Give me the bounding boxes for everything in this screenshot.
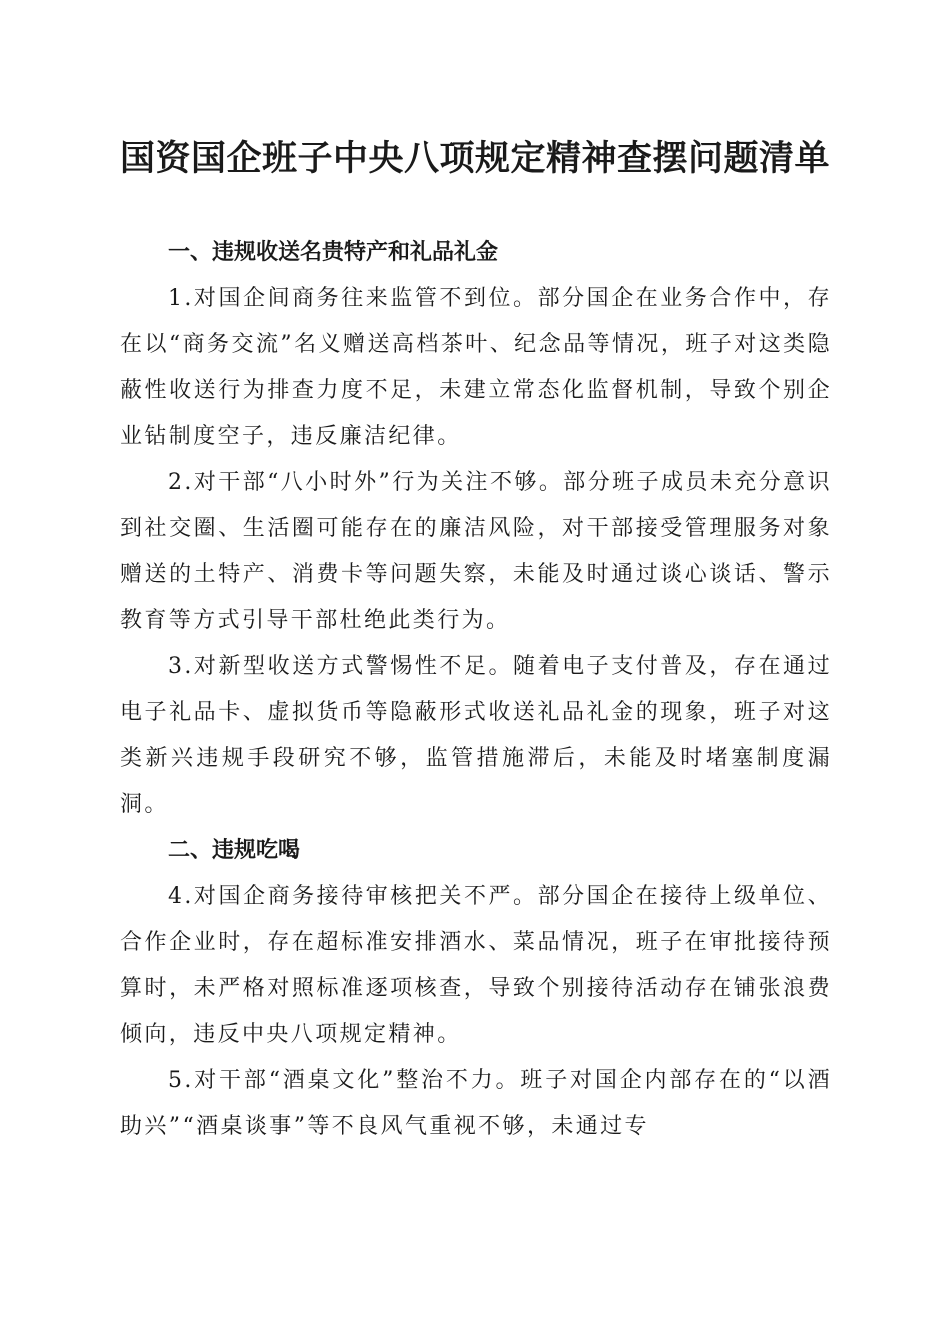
document-body (120, 230, 832, 1150)
paragraph-item-2: 2.对干部“八小时外”行为关注不够。部分班子成员未充分意识到社交圈、生活圈可能存在的廉洁风险，对干部接受管理服务对象赠送的土特产、消费卡等问题失察，未能及时通过谈心谈话、警示教育等方式引导干部杜绝此类行为。 (120, 470, 832, 633)
paragraph-item-3: 3.对新型收送方式警惕性不足。随着电子支付普及，存在通过电子礼品卡、虚拟货币等隐蔽形式收送礼品礼金的现象，班子对这类新兴违规手段研究不够，监管措施滞后，未能及时堵塞制度漏洞。 (120, 654, 832, 817)
paragraph-item-5: 5.对干部“酒桌文化”整治不力。班子对国企内部存在的“以酒助兴”“酒桌谈事”等不良风气重视不够，未通过专 (120, 1068, 832, 1139)
section-heading: 二、违规吃喝 (168, 838, 301, 863)
section-2 (120, 828, 832, 1150)
section-heading: 一、违规收送名贵特产和礼品礼金 (168, 240, 499, 265)
section-1 (120, 230, 832, 828)
paragraph-item-1: 1.对国企间商务往来监管不到位。部分国企在业务合作中，存在以“商务交流”名义赠送高档茶叶、纪念品等情况，班子对这类隐蔽性收送行为排查力度不足，未建立常态化监督机制，导致个别企业钻制度空子，违反廉洁纪律。 (120, 286, 832, 449)
paragraph-item-4: 4.对国企商务接待审核把关不严。部分国企在接待上级单位、合作企业时，存在超标准安排酒水、菜品情况，班子在审批接待预算时，未严格对照标准逐项核查，导致个别接待活动存在铺张浪费倾向，违反中央八项规定精神。 (120, 884, 832, 1047)
document-title: 国资国企班子中央八项规定精神查摆问题清单 (119, 138, 830, 179)
